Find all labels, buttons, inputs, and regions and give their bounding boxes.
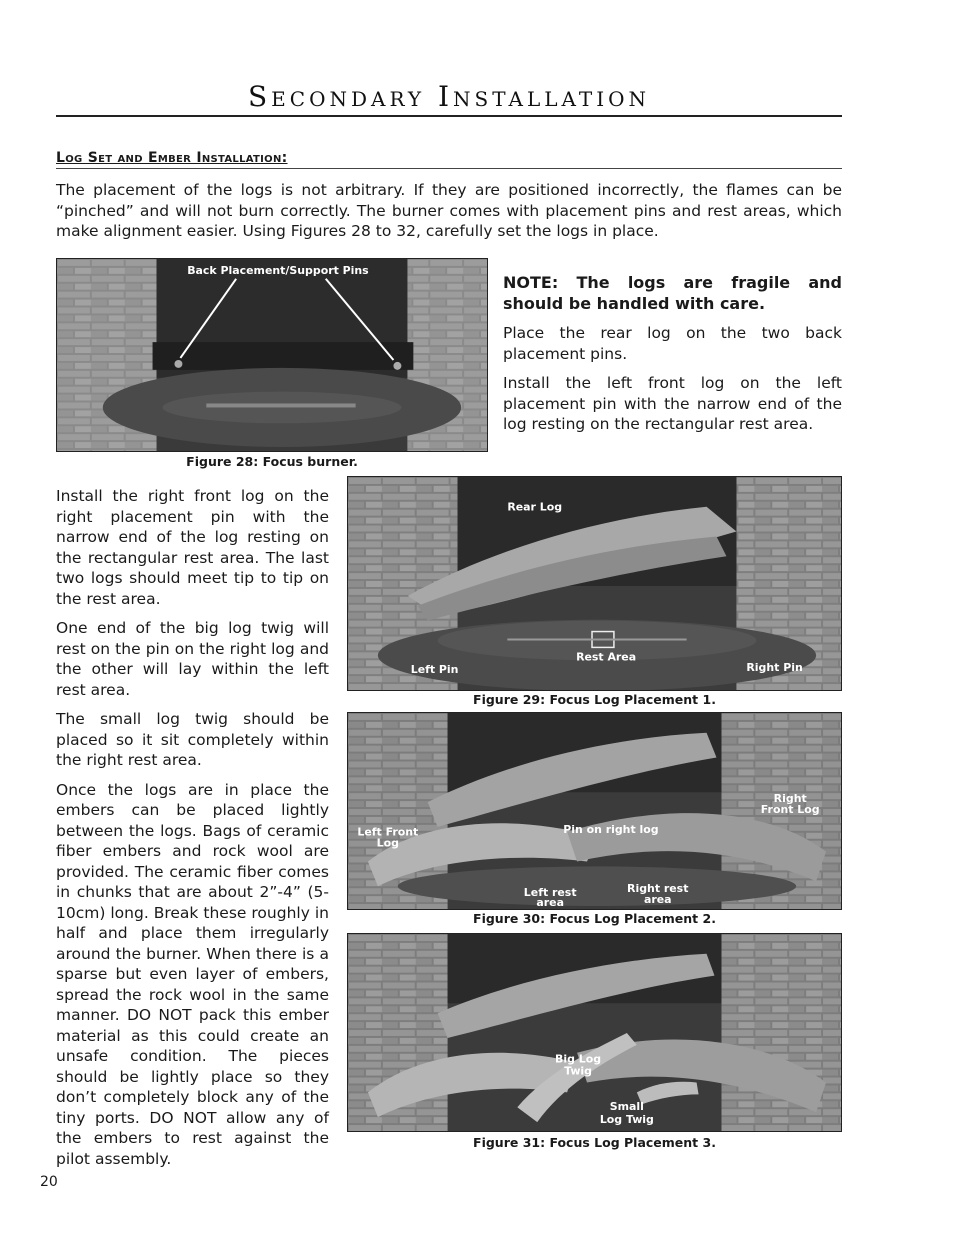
section-rule (56, 168, 842, 169)
intro-paragraph: The placement of the logs is not arbitrary. If they are positioned incorrectly, the flames can be “pinched” and will not burn correctly. The burner comes with placement pins and rest areas, which make alignment easier. Using Figures 28 to 32, carefully set the logs in place. (56, 181, 842, 240)
figure-31-photo (347, 933, 842, 1132)
figure-31-caption: Figure 31: Focus Log Placement 3. (473, 1135, 716, 1150)
figure-30-caption: Figure 30: Focus Log Placement 2. (473, 911, 716, 926)
page-number: 20 (40, 1174, 58, 1190)
instructions-column (56, 486, 329, 1178)
figure-29-caption: Figure 29: Focus Log Placement 1. (473, 692, 716, 707)
figure-30-label-left-front-1: Left Front (357, 825, 419, 839)
instructions-paragraph-4: Once the logs are in place the embers can be placed lightly between the logs. Bags of ceramic fiber embers and rock wool are provided. The ceramic fiber comes in chunks that are about 2”-4” (5-10cm) long. Break these roughly in half and place them irregularly around the burner. When there is a sparse but even layer of embers, spread the rock wool in the same manner. DO NOT pack this ember material as this could create an unsafe condition. The pieces should be lightly place so they don’t completely block any of the tiny ports. DO NOT allow any of the embers to rest against the pilot assembly. (56, 780, 329, 1168)
figure-31-label-small-twig-1: Small (609, 1100, 644, 1114)
section-heading: Log Set and Ember Installation: (56, 150, 288, 166)
page-title: Secondary Installation (247, 80, 650, 113)
figure-30-photo (347, 712, 842, 910)
figure-29-photo (347, 476, 842, 691)
note-paragraph-1: Place the rear log on the two back placement pins. (503, 324, 842, 363)
note-column (503, 273, 842, 444)
figure-30-label-right-front-2: Front Log (760, 803, 820, 816)
figure-29-label-rest-area: Rest Area (576, 650, 637, 664)
title-rule (56, 115, 842, 117)
figure-31-label-small-twig-2: Log Twig (599, 1113, 654, 1127)
instructions-paragraph-2: One end of the big log twig will rest on the pin on the right log and the other will lay within the left rest area. (56, 619, 329, 699)
fragile-note: NOTE: The logs are fragile and should be handled with care. (503, 273, 842, 313)
figure-30-label-pin-right: Pin on right log (563, 822, 659, 836)
note-paragraph-2: Install the left front log on the left placement pin with the narrow end of the log resting on the rectangular rest area. (503, 374, 842, 433)
figure-30-label-right-rest-2: area (643, 893, 672, 907)
figure-29-label-left-pin: Left Pin (410, 663, 459, 677)
figure-28-photo (56, 258, 488, 452)
figure-28-label-pins: Back Placement/Support Pins (187, 263, 369, 277)
figure-30-label-left-rest-2: area (536, 896, 564, 909)
figure-29-label-rear-log: Rear Log (507, 500, 563, 514)
figure-28-caption: Figure 28: Focus burner. (186, 454, 358, 469)
figure-31-label-big-twig-2: Twig (564, 1064, 593, 1078)
figure-29-label-right-pin: Right Pin (746, 661, 803, 675)
instructions-paragraph-3: The small log twig should be placed so it sit completely within the right rest area. (56, 710, 329, 769)
figure-30-label-left-front-2: Log (376, 836, 399, 850)
figure-30-label-right-front-1: Right (773, 792, 807, 806)
figure-30-label-right-rest-1: Right rest (627, 882, 689, 896)
figure-30-label-left-rest-1: Left rest (523, 886, 577, 900)
instructions-paragraph-1: Install the right front log on the right placement pin with the narrow end of the log resting on the rectangular rest area. The last two logs should meet tip to tip on the rest area. (56, 487, 329, 608)
figure-31-label-big-twig-1: Big Log (555, 1052, 602, 1066)
